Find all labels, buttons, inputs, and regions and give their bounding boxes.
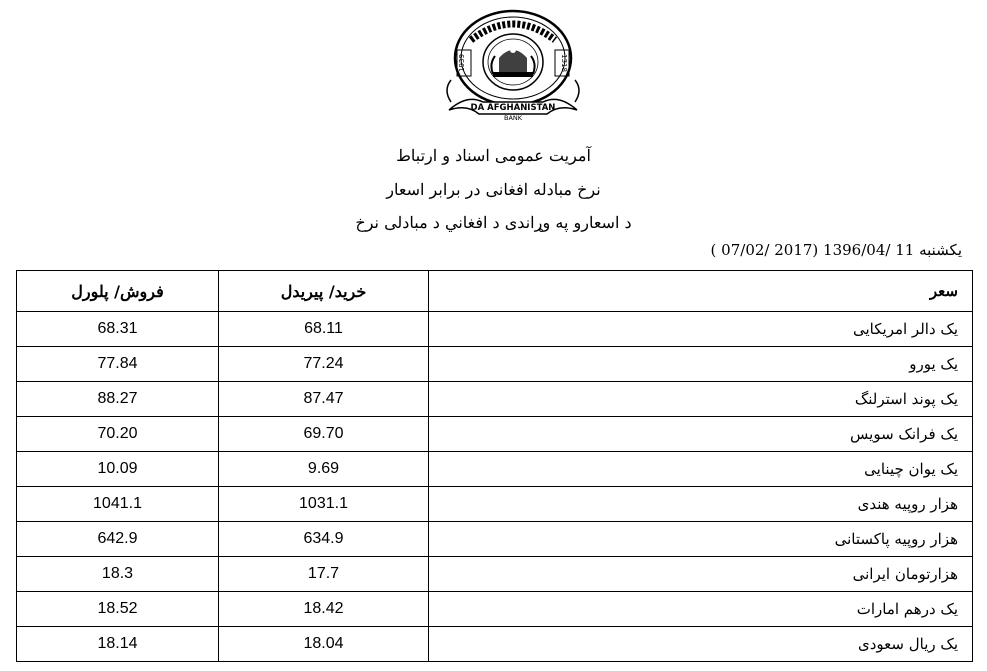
logo-latin-top: DA AFGHANISTAN bbox=[470, 103, 556, 113]
buy-rate-cell: 9.69 bbox=[219, 452, 429, 487]
sell-rate-cell: 68.31 bbox=[17, 312, 219, 347]
buy-rate-cell: 87.47 bbox=[219, 382, 429, 417]
column-header-sell: فروش/ پلورل bbox=[17, 271, 219, 312]
sell-rate-cell: 70.20 bbox=[17, 417, 219, 452]
report-date: یکشنبه 11 /1396/04 (2017 /07/02 ) bbox=[710, 241, 962, 259]
buy-rate-cell: 1031.1 bbox=[219, 487, 429, 522]
exchange-rate-title-dari: نرخ مبادله افغانی در برابر اسعار bbox=[386, 180, 601, 199]
buy-rate-cell: 634.9 bbox=[219, 522, 429, 557]
bank-logo-seal bbox=[443, 6, 583, 128]
sell-rate-cell: 77.84 bbox=[17, 347, 219, 382]
column-header-buy: خرید/ پیریدل bbox=[219, 271, 429, 312]
table-row bbox=[17, 522, 973, 557]
buy-rate-cell: 77.24 bbox=[219, 347, 429, 382]
currency-name-cell: یک یوان چینایی bbox=[429, 452, 973, 487]
table-row bbox=[17, 417, 973, 452]
table-row bbox=[17, 557, 973, 592]
currency-name-cell: یک پوند استرلنگ bbox=[429, 382, 973, 417]
table-body bbox=[17, 312, 973, 662]
sell-rate-cell: 642.9 bbox=[17, 522, 219, 557]
currency-name-cell: یک دالر امریکایی bbox=[429, 312, 973, 347]
buy-rate-cell: 18.04 bbox=[219, 627, 429, 662]
table-row bbox=[17, 452, 973, 487]
sell-rate-cell: 10.09 bbox=[17, 452, 219, 487]
exchange-rate-title-pashto: د اسعارو په وړاندی د افغاني د مبادلی نرخ bbox=[355, 213, 632, 232]
table-row bbox=[17, 627, 973, 662]
department-title: آمریت عمومی اسناد و ارتباط bbox=[396, 146, 591, 165]
logo-year-right: 1318 bbox=[560, 54, 568, 72]
table-row bbox=[17, 312, 973, 347]
currency-name-cell: یک ریال سعودی bbox=[429, 627, 973, 662]
currency-name-cell: یک فرانک سویس bbox=[429, 417, 973, 452]
sell-rate-cell: 1041.1 bbox=[17, 487, 219, 522]
column-header-currency: سعر bbox=[429, 271, 973, 312]
currency-name-cell: یک یورو bbox=[429, 347, 973, 382]
buy-rate-cell: 69.70 bbox=[219, 417, 429, 452]
exchange-rate-table bbox=[16, 270, 973, 662]
logo-latin-bottom: BANK bbox=[503, 114, 523, 122]
buy-rate-cell: 18.42 bbox=[219, 592, 429, 627]
sell-rate-cell: 18.52 bbox=[17, 592, 219, 627]
buy-rate-cell: 68.11 bbox=[219, 312, 429, 347]
sell-rate-cell: 18.14 bbox=[17, 627, 219, 662]
currency-name-cell: یک درهم امارات bbox=[429, 592, 973, 627]
sell-rate-cell: 88.27 bbox=[17, 382, 219, 417]
table-header-row bbox=[17, 271, 973, 312]
sell-rate-cell: 18.3 bbox=[17, 557, 219, 592]
currency-name-cell: هزار روپیه پاکستانی bbox=[429, 522, 973, 557]
currency-name-cell: هزار روپیه هندی bbox=[429, 487, 973, 522]
table-row bbox=[17, 347, 973, 382]
logo-year-left: 1939 bbox=[458, 54, 466, 72]
currency-name-cell: هزارتومان ایرانی bbox=[429, 557, 973, 592]
table-row bbox=[17, 487, 973, 522]
buy-rate-cell: 17.7 bbox=[219, 557, 429, 592]
table-row bbox=[17, 382, 973, 417]
table-row bbox=[17, 592, 973, 627]
